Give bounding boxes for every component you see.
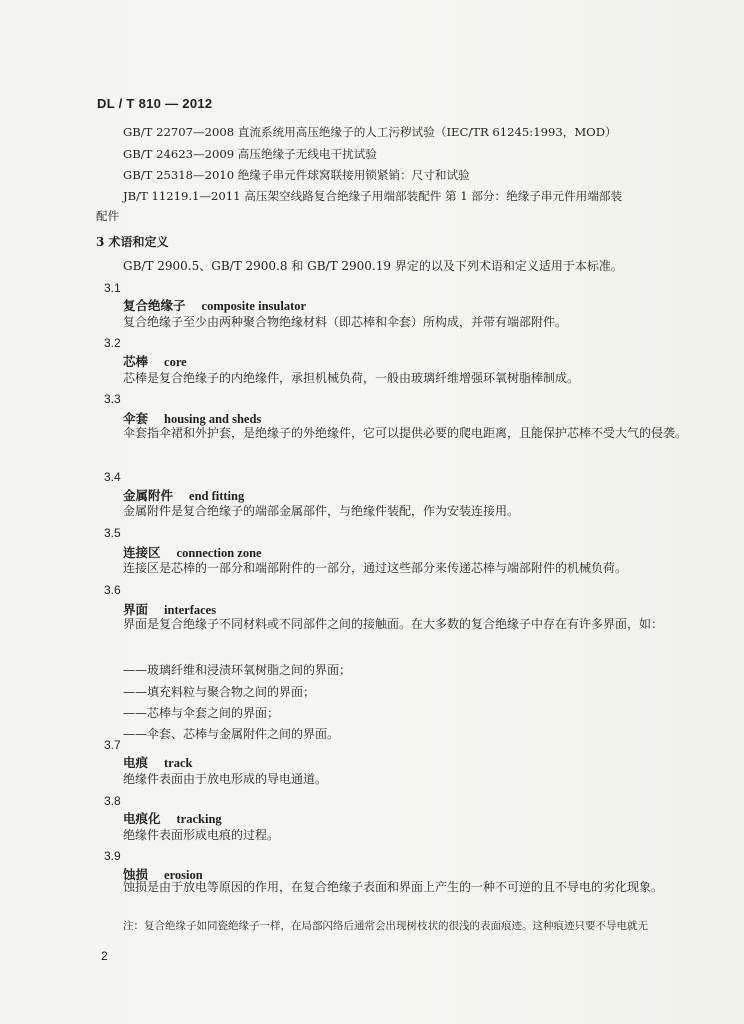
term-en: core bbox=[164, 355, 187, 369]
term-en: housing and sheds bbox=[164, 412, 262, 426]
interface-list-item: ——芯棒与伞套之间的界面； bbox=[123, 706, 280, 720]
term-number: 3.3 bbox=[104, 392, 121, 406]
term-number: 3.4 bbox=[104, 470, 121, 484]
term-definition: 复合绝缘子至少由两种聚合物绝缘材料（即芯棒和伞套）所构成，并带有端部附件。 bbox=[123, 315, 568, 329]
term-en: tracking bbox=[176, 812, 222, 826]
reference-wrap: 配件 bbox=[96, 209, 120, 223]
term-definition: 界面是复合绝缘子不同材料或不同部件之间的接触面。在大多数的复合绝缘子中存在有许多界面，如： bbox=[123, 617, 664, 631]
reference-item: JB/T 11219.1—2011 高压架空线路复合绝缘子用端部装配件 第 1 部分：绝缘子串元件用端部装 bbox=[123, 189, 623, 203]
interface-list-item: ——填充料粒与聚合物之间的界面； bbox=[123, 685, 316, 699]
term-cn: 蚀损 bbox=[123, 867, 149, 882]
term-definition: 绝缘件表面形成电痕的过程。 bbox=[123, 828, 280, 842]
term-number: 3.6 bbox=[104, 583, 121, 597]
term-en: erosion bbox=[164, 868, 203, 882]
reference-item: GB/T 22707—2008 直流系统用高压绝缘子的人工污秽试验（IEC/TR 61245:1993，MOD） bbox=[123, 125, 617, 139]
term-en: interfaces bbox=[164, 603, 217, 617]
term-cn: 复合绝缘子 bbox=[123, 298, 186, 313]
term-number: 3.9 bbox=[104, 849, 121, 863]
interface-list-item: ——伞套、芯棒与金属附件之间的界面。 bbox=[123, 727, 340, 741]
term-en: composite insulator bbox=[201, 299, 307, 313]
term-cn: 连接区 bbox=[123, 545, 161, 560]
standard-code-header: DL / T 810 — 2012 bbox=[97, 96, 213, 111]
term-definition: 蚀损是由于放电等原因的作用，在复合绝缘子表面和界面上产生的一种不可逆的且不导电的劣化现象。 bbox=[123, 880, 664, 894]
term-definition: 芯棒是复合绝缘子的内绝缘件，承担机械负荷，一般由玻璃纤维增强环氧树脂棒制成。 bbox=[123, 371, 580, 385]
reference-item: GB/T 24623—2009 高压绝缘子无线电干扰试验 bbox=[123, 147, 377, 161]
term-number: 3.8 bbox=[104, 794, 121, 808]
term-number: 3.1 bbox=[104, 281, 121, 295]
term-number: 3.2 bbox=[104, 336, 121, 350]
term-en: end fitting bbox=[189, 489, 245, 503]
term-cn: 芯棒 bbox=[123, 354, 149, 369]
term-definition: 绝缘件表面由于放电形成的导电通道。 bbox=[123, 772, 328, 786]
term-number: 3.5 bbox=[104, 526, 121, 540]
term-cn: 电痕 bbox=[123, 755, 149, 770]
term-definition: 连接区是芯棒的一部分和端部附件的一部分，通过这些部分来传递芯棒与端部附件的机械负荷。 bbox=[123, 561, 628, 575]
term-cn: 伞套 bbox=[123, 411, 149, 426]
term-cn: 电痕化 bbox=[123, 811, 161, 826]
page-number: 2 bbox=[101, 949, 108, 963]
term-cn: 金属附件 bbox=[123, 488, 174, 503]
term-cn: 界面 bbox=[123, 602, 149, 617]
note-text: 注：复合绝缘子如同瓷绝缘子一样，在局部闪络后通常会出现树枝状的很浅的表面痕迹。这种痕迹只要不导电就无 bbox=[123, 920, 648, 932]
reference-item: GB/T 25318—2010 绝缘子串元件球窝联接用锁紧销：尺寸和试验 bbox=[123, 168, 470, 182]
term-en: track bbox=[164, 756, 193, 770]
term-definition: 伞套指伞裙和外护套，是绝缘子的外绝缘件，它可以提供必要的爬电距离，且能保护芯棒不受大气的侵袭。 bbox=[123, 426, 688, 440]
term-en: connection zone bbox=[176, 546, 262, 560]
interface-list-item: ——玻璃纤维和浸渍环氧树脂之间的界面； bbox=[123, 663, 352, 677]
section-intro: GB/T 2900.5、GB/T 2900.8 和 GB/T 2900.19 界定的以及下列术语和定义适用于本标准。 bbox=[123, 259, 623, 273]
term-definition: 金属附件是复合绝缘子的端部金属部件，与绝缘件装配，作为安装连接用。 bbox=[123, 504, 520, 518]
section-title: 3 术语和定义 bbox=[96, 235, 169, 249]
term-number: 3.7 bbox=[104, 738, 121, 752]
